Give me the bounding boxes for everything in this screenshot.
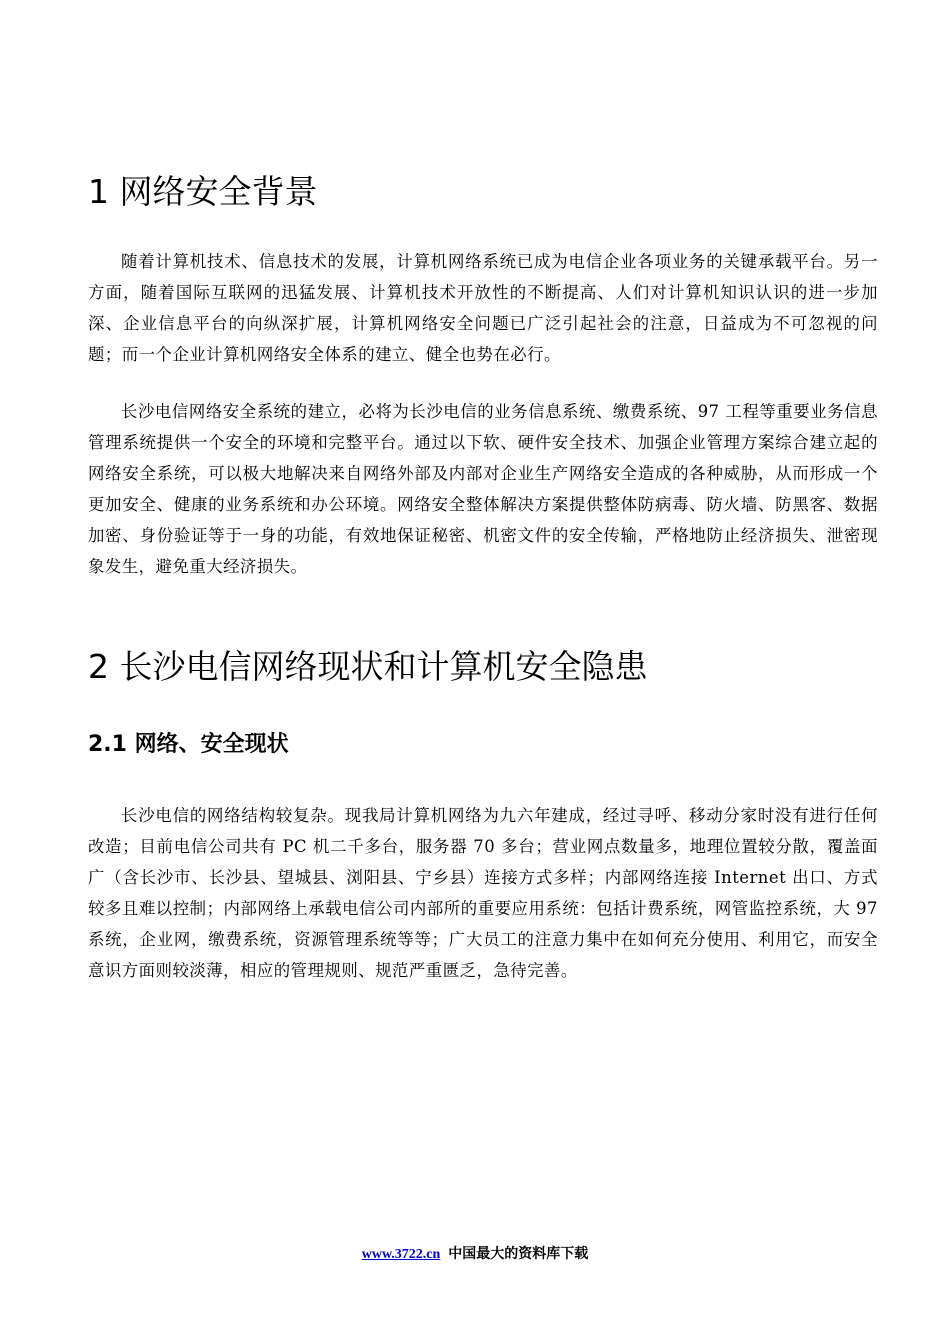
- page-footer: [0, 1244, 950, 1265]
- section-1-paragraph-2: 长沙电信网络安全系统的建立，必将为长沙电信的业务信息系统、缴费系统、97 工程等重要业务信息管理系统提供一个安全的环境和完整平台。通过以下软、硬件安全技术、加强企业管理方案综合建立起的网络安全系统，可以极大地解决来自网络外部及内部对企业生产网络安全造成的各种威胁，从而形成一个更加安全、健康的业务系统和办公环境。网络安全整体解决方案提供整体防病毒、防火墙、防黑客、数据加密、身份验证等于一身的功能，有效地保证秘密、机密文件的安全传输，严格地防止经济损失、泄密现象发生，避免重大经济损失。: [88, 402, 878, 576]
- section-1-heading: 1 网络安全背景: [88, 172, 318, 211]
- footer-website-link[interactable]: www.3722.cn: [361, 1247, 441, 1262]
- section-2-heading: 2 长沙电信网络现状和计算机安全隐患: [88, 647, 648, 686]
- subsection-2-1-paragraph-1: 长沙电信的网络结构较复杂。现我局计算机网络为九六年建成，经过寻呼、移动分家时没有进行任何改造；目前电信公司共有 PC 机二千多台，服务器 70 多台；营业网点数量多，地理位置较分散，覆盖面广（含长沙市、长沙县、望城县、浏阳县、宁乡县）连接方式多样；内部网络连接 Internet 出口、方式较多且难以控制；内部网络上承载电信公司内部所的重要应用系统：包括计费系统，网管监控系统，大 97 系统，企业网，缴费系统，资源管理系统等等；广大员工的注意力集中在如何充分使用、利用它，而安全意识方面则较淡薄，相应的管理规则、规范严重匮乏，急待完善。: [88, 806, 878, 980]
- footer-tagline: 中国最大的资料库下载: [448, 1246, 589, 1262]
- subsection-2-1-heading: 2.1 网络、安全现状: [88, 732, 289, 757]
- section-1-paragraph-1: 随着计算机技术、信息技术的发展，计算机网络系统已成为电信企业各项业务的关键承载平台。另一方面，随着国际互联网的迅猛发展、计算机技术开放性的不断提高、人们对计算机知识认识的进一步加深、企业信息平台的向纵深扩展，计算机网络安全问题已广泛引起社会的注意，日益成为不可忽视的问题；而一个企业计算机网络安全体系的建立、健全也势在必行。: [88, 252, 878, 364]
